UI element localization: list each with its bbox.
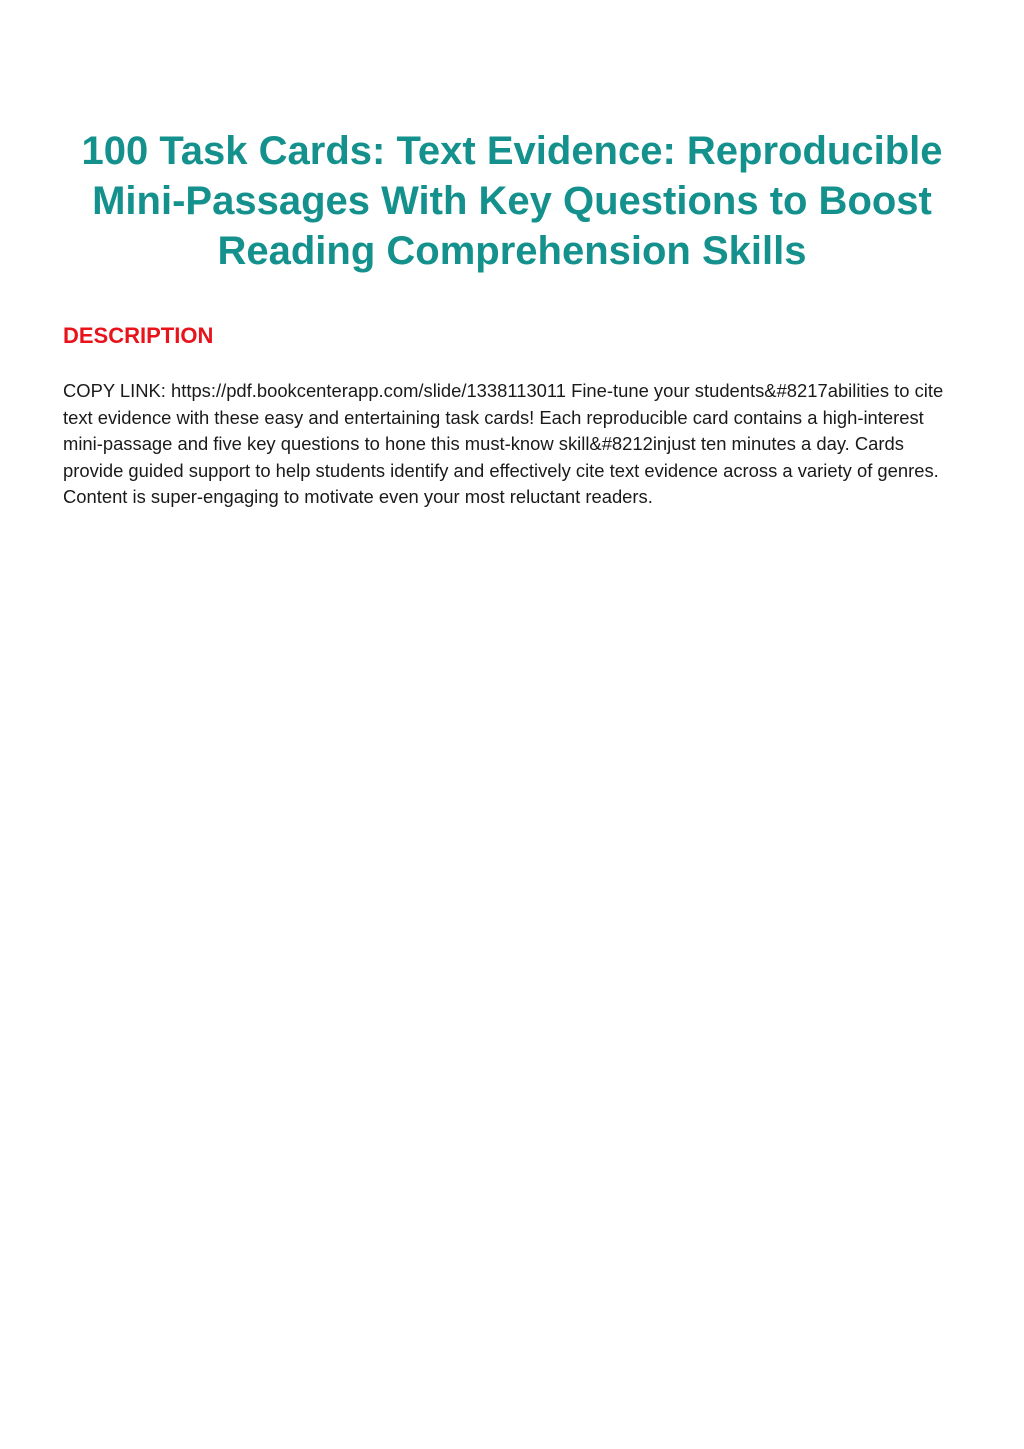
description-heading: DESCRIPTION <box>63 323 214 348</box>
document-title: 100 Task Cards: Text Evidence: Reproducible Mini-Passages With Key Questions to Boost Reading Comprehension Skills <box>81 129 943 273</box>
description-text: COPY LINK: https://pdf.bookcenterapp.com/slide/1338113011 Fine-tune your students&#8217abilities to cite text evidence with these easy and entertaining task cards! Each reproducible card contains a high-interest mini-passage and five key questions to hone this must-know skill&#8212injust ten minutes a day. Cards provide guided support to help students identify and effectively cite text evidence across a variety of genres. Content is super-engaging to motivate even your most reluctant readers. <box>63 380 944 508</box>
